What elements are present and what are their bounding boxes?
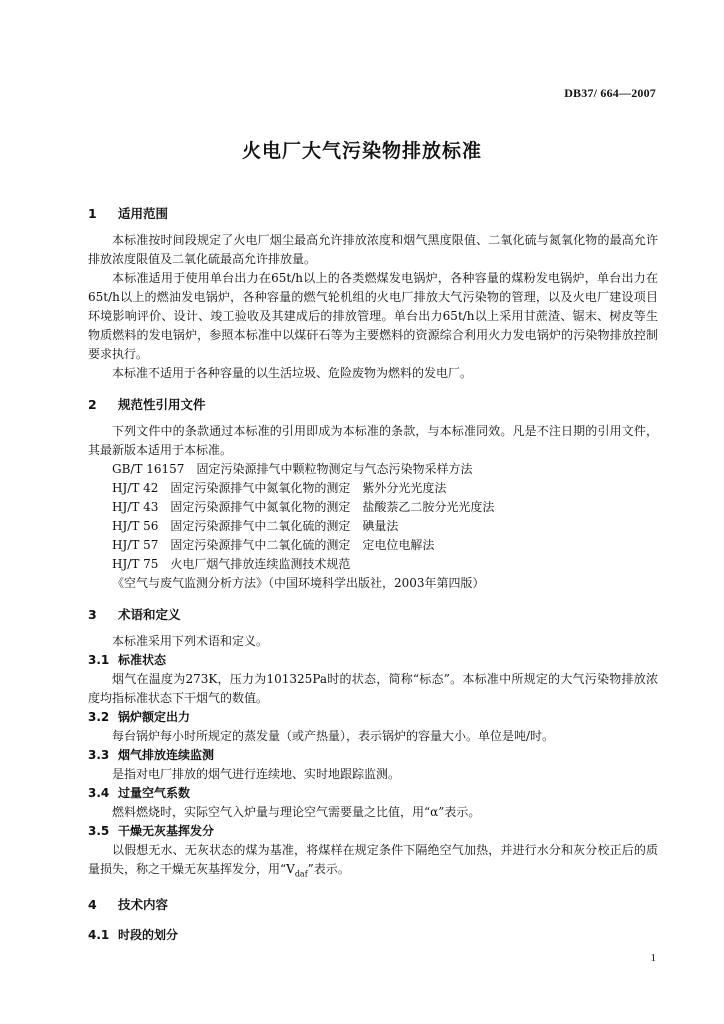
section-1-heading <box>88 204 658 223</box>
term-title: 标准状态 <box>118 653 167 667</box>
term-definition <box>88 841 658 883</box>
term-definition: 燃料燃烧时，实际空气入炉量与理论空气需要量之比值，用“α”表示。 <box>112 805 481 819</box>
term-title: 过量空气系数 <box>118 786 191 800</box>
section-title: 技术内容 <box>118 897 169 913</box>
term-title: 烟气排放连续监测 <box>118 748 215 762</box>
section-number: 1 <box>88 206 97 221</box>
term-3-5-heading <box>88 822 658 841</box>
paragraph: 本标准采用下列术语和定义。 <box>112 634 269 648</box>
reference-item: HJ/T 56 固定污染源排气中二氧化硫的测定 碘量法 <box>112 519 399 533</box>
definition-text: 以假想无水、无灰状态的煤为基准，将煤样在规定条件下隔绝空气加热，并进行水分和灰分校正后的质量损失，称之干燥无灰基挥发分，用“V <box>88 843 658 876</box>
reference-item: HJ/T 43 固定污染源排气中氮氧化物的测定 盐酸萘乙二胺分光光度法 <box>112 500 495 514</box>
paragraph: 本标准不适用于各种容量的以生活垃圾、危险废物为燃料的发电厂。 <box>112 366 473 380</box>
subsection-title: 时段的划分 <box>118 928 179 943</box>
subsection-4-1-heading <box>88 926 658 945</box>
term-definition: 烟气在温度为273K，压力为101325Pa时的状态，简称“标态”。本标准中所规定的大气污染物排放浓度均指标准状态下干烟气的数值。 <box>88 672 658 705</box>
section-3-heading <box>88 605 658 624</box>
section-2-heading <box>88 395 658 414</box>
paragraph: 本标准适用于使用单台出力在65t/h以上的各类燃煤发电锅炉，各种容量的煤粉发电锅炉，单台出力在65t/h以上的燃油发电锅炉，各种容量的燃气轮机组的火电厂排放大气污染物的管理，以及火电厂建设项目环境影响评价、设计、竣工验收及其建成后的排放管理。单台出力65t/h以上采用甘蔗渣、锯末、树皮等生物质燃料的发电锅炉，参照本标准中以煤矸石等为主要燃料的资源综合利用火力发电锅炉的污染物排放控制要求执行。 <box>88 271 658 361</box>
section-number: 4 <box>88 897 97 913</box>
term-definition: 每台锅炉每小时所规定的蒸发量（或产热量），表示锅炉的容量大小。单位是吨/时。 <box>112 729 555 743</box>
subscript: daf <box>294 869 308 879</box>
term-number: 3.1 <box>88 653 110 667</box>
term-title: 干燥无灰基挥发分 <box>118 824 215 838</box>
section-number: 3 <box>88 607 97 622</box>
section-title: 术语和定义 <box>118 607 181 622</box>
section-number: 2 <box>88 397 97 412</box>
reference-item: HJ/T 42 固定污染源排气中氮氧化物的测定 紫外分光光度法 <box>112 481 447 495</box>
term-3-4-heading <box>88 784 658 803</box>
term-definition: 是指对电厂排放的烟气进行连续地、实时地跟踪监测。 <box>112 767 401 781</box>
paragraph: 本标准按时间段规定了火电厂烟尘最高允许排放浓度和烟气黑度限值、二氧化硫与氮氧化物的最高允许排放浓度限值及二氧化硫最高允许排放量。 <box>88 233 658 266</box>
reference-item: 《空气与废气监测分析方法》（中国环境科学出版社，2003年第四版） <box>112 576 485 590</box>
term-3-3-heading <box>88 746 658 765</box>
section-4-heading <box>88 895 658 914</box>
term-number: 3.2 <box>88 710 110 724</box>
term-number: 3.5 <box>88 824 110 838</box>
term-title: 锅炉额定出力 <box>118 710 191 724</box>
term-3-2-heading <box>88 708 658 727</box>
reference-item: HJ/T 57 固定污染源排气中二氧化硫的测定 定电位电解法 <box>112 538 435 552</box>
reference-item: HJ/T 75 火电厂烟气排放连续监测技术规范 <box>112 557 351 571</box>
term-3-1-heading <box>88 651 658 670</box>
document-body <box>88 204 658 945</box>
subsection-number: 4.1 <box>88 928 110 943</box>
term-number: 3.3 <box>88 748 110 762</box>
term-number: 3.4 <box>88 786 110 800</box>
paragraph: 下列文件中的条款通过本标准的引用即成为本标准的条款，与本标准同效。凡是不注日期的引用文件，其最新版本适用于本标准。 <box>88 424 658 457</box>
document-title: 火电厂大气污染物排放标准 <box>241 140 482 162</box>
page-number: 1 <box>650 952 656 964</box>
reference-item: GB/T 16157 固定污染源排气中颗粒物测定与气态污染物采样方法 <box>112 462 473 476</box>
definition-text: ”表示。 <box>307 862 350 876</box>
standard-code: DB37/ 664—2007 <box>564 86 656 100</box>
section-title: 适用范围 <box>118 206 169 221</box>
section-title: 规范性引用文件 <box>118 397 206 412</box>
